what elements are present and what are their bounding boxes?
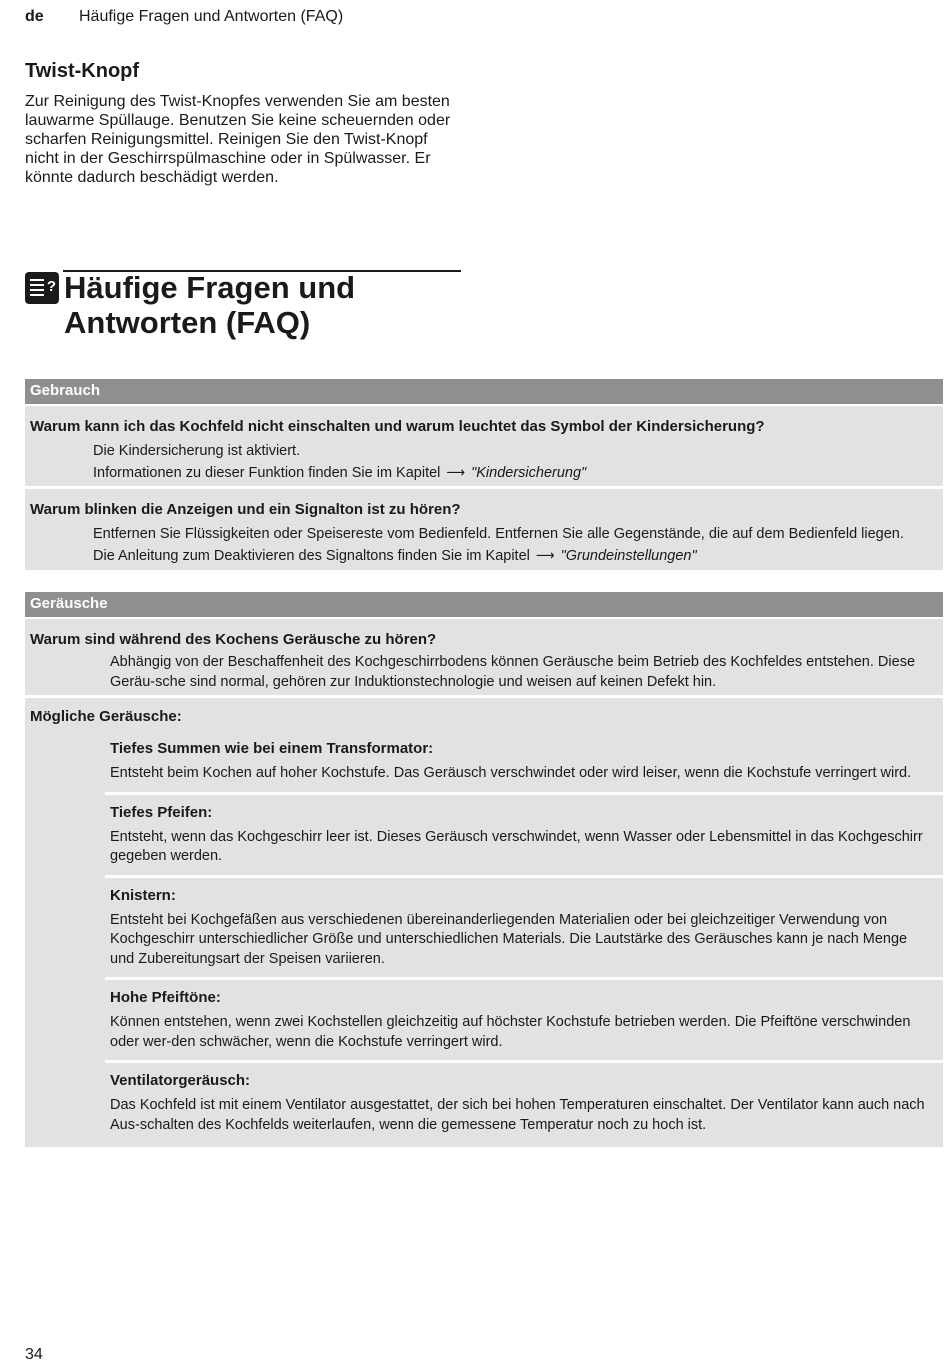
faq-answer: Entfernen Sie Flüssigkeiten oder Speisereste vom Bedienfeld. Entfernen Sie alle Gegenstände, die auf dem Bedienfeld liegen.: [93, 526, 904, 542]
twist-knob-body: Zur Reinigung des Twist-Knopfes verwenden Sie am besten lauwarme Spüllauge. Benutzen Sie keine scheuernden oder scharfen Reinigungsmittel. Reinigen Sie den Twist-Knopf nicht in der Geschirrspülmaschine oder in Spülwasser. Er könnte dadurch beschädigt werden.: [25, 93, 451, 186]
faq-title-line1: Häufige Fragen und: [64, 270, 356, 305]
faq-question: Warum blinken die Anzeigen und ein Signalton ist zu hören?: [30, 501, 461, 518]
noise-text: Entsteht beim Kochen auf hoher Kochstufe. Das Geräusch verschwindet oder wird leiser, wenn die Kochstufe verringert wird.: [110, 765, 912, 781]
noise-title: Hohe Pfeiftöne:: [110, 989, 221, 1006]
possible-noises: [25, 698, 943, 1147]
noise-text: Entsteht bei Kochgefäßen aus verschiedenen übereinanderliegenden Materialien oder bei gleichzeitiger Verwendung von Kochgeschirr unterschiedlicher Größe und unterschiedlichen Materials. Die Lautstärke des Geräusches kann je nach Menge und Zubereitungsart der Speisen variieren.: [110, 911, 908, 967]
faq-item: [25, 406, 943, 486]
faq-title: [64, 270, 355, 340]
noise-title: Ventilatorgeräusch:: [110, 1072, 251, 1089]
faq-document-question-icon: ?: [25, 272, 59, 304]
language-code: de: [25, 8, 44, 25]
faq-title-line2: Antworten (FAQ): [64, 305, 311, 340]
arrow-right-icon: ⟶: [535, 548, 555, 564]
category-header-geraeusche: Geräusche: [25, 592, 943, 617]
faq-answer: Abhängig von der Beschaffenheit des Kochgeschirrbodens können Geräusche beim Betrieb des Kochfeldes entstehen. Diese Geräu-sche sind normal, gehören zur Induktionstechnologie und weisen auf keinen Defekt hin.: [110, 654, 916, 690]
page-number: 34: [25, 1346, 43, 1363]
noise-title: Knistern:: [110, 886, 176, 904]
faq-answer: Informationen zu dieser Funktion finden Sie im Kapitel ⟶ "Kindersicherung": [25, 462, 943, 484]
faq-question: Warum kann ich das Kochfeld nicht einschalten und warum leuchtet das Symbol der Kindersicherung?: [30, 418, 765, 435]
faq-question: Warum sind während des Kochens Geräusche zu hören?: [30, 631, 437, 648]
noise-text: Können entstehen, wenn zwei Kochstellen gleichzeitig auf höchster Kochstufe betrieben werden. Die Pfeiftöne verschwinden oder wer-den schwächer, wenn die Kochstufe verringert wird.: [110, 1014, 911, 1050]
noise-item: [105, 977, 943, 1060]
possible-noises-label: Mögliche Geräusche:: [30, 708, 182, 725]
header-title: Häufige Fragen und Antworten (FAQ): [79, 8, 344, 25]
page-header: [25, 8, 343, 26]
faq-table-gebrauch: [25, 379, 943, 570]
noise-title: Tiefes Summen wie bei einem Transformator:: [110, 740, 434, 757]
faq-item: [25, 489, 943, 570]
noise-item: [105, 734, 943, 792]
category-header-gebrauch: Gebrauch: [25, 379, 943, 404]
faq-answer: Die Kindersicherung ist aktiviert.: [93, 443, 301, 459]
noise-text: Entsteht, wenn das Kochgeschirr leer ist. Dieses Geräusch verschwindet, wenn Wasser oder Lebensmittel in das Kochgeschirr gegeben werden.: [110, 828, 923, 864]
noise-text: Das Kochfeld ist mit einem Ventilator ausgestattet, der sich bei hohen Temperaturen einschaltet. Der Ventilator kann auch nach Aus-schalten des Kochfelds weiterlaufen, wenn die gemessene Temperatur noch zu hoch ist.: [110, 1097, 925, 1133]
noise-title: Tiefes Pfeifen:: [110, 803, 213, 821]
faq-answer: Die Anleitung zum Deaktivieren des Signaltons finden Sie im Kapitel ⟶ "Grundeinstellungen": [25, 545, 943, 567]
chapter-reference[interactable]: "Grundeinstellungen": [560, 548, 697, 564]
chapter-reference[interactable]: "Kindersicherung": [471, 465, 587, 481]
noise-item: [105, 875, 943, 978]
twist-knob-title: Twist-Knopf: [25, 60, 140, 82]
faq-table-geraeusche: [25, 592, 943, 1147]
noise-item: [105, 1060, 943, 1143]
noise-item: [105, 792, 943, 875]
arrow-right-icon: ⟶: [446, 465, 466, 481]
faq-item: [25, 619, 943, 695]
